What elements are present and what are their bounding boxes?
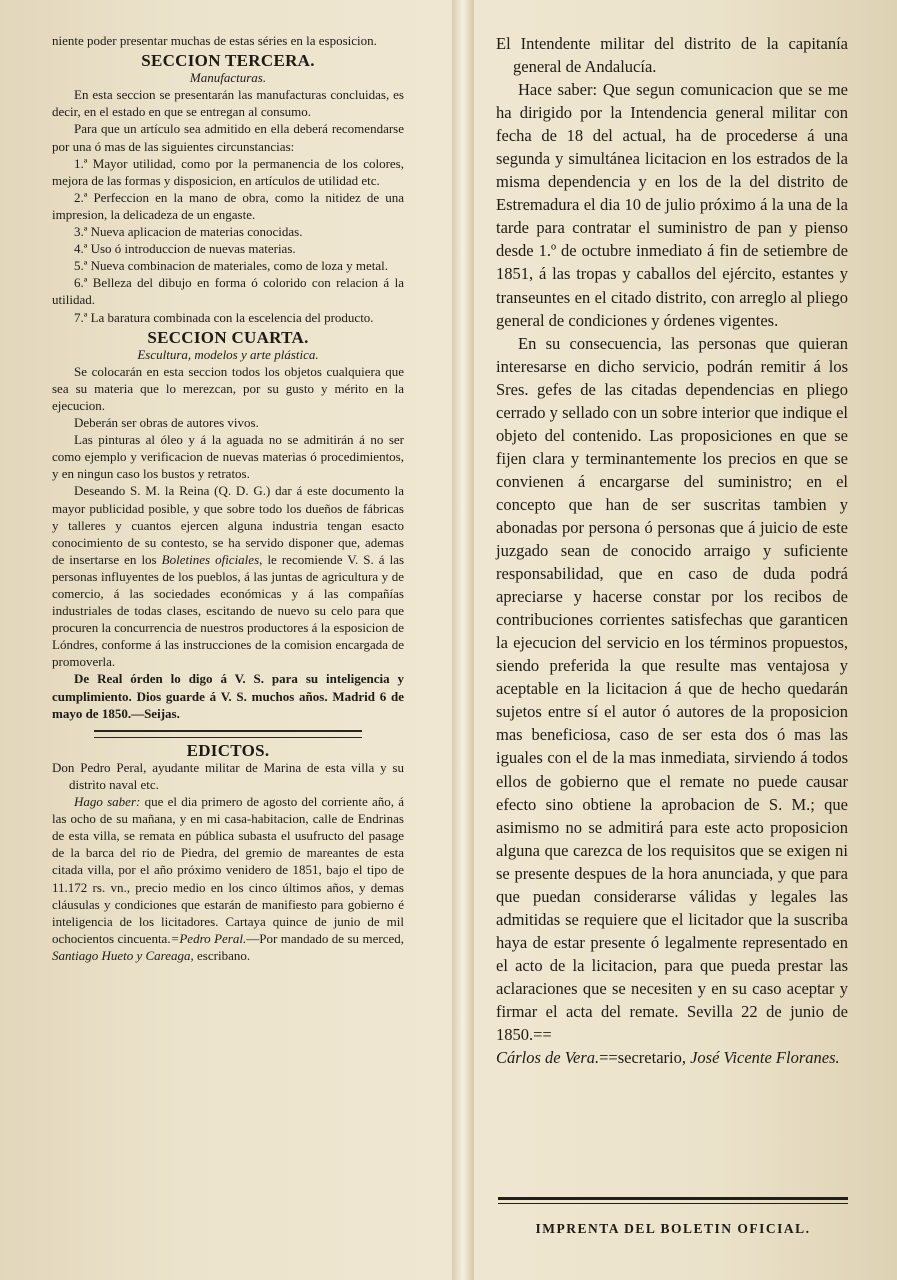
royal-order-text: le recomiende V. S. á las personas influyentes de los pueblos, á las juntas de agricultura y de comercio, á las sociedades económicas y á las compañías industriales de todas clases, escitando de nuevo su celo para que procuren la concurrencia de nuestros productores á la esposicion de Lóndres, conforme á las instrucciones de la comision encargada de promoverla.	[52, 551, 405, 670]
page-gutter	[452, 0, 474, 1280]
signature-role: ==secretario,	[599, 1048, 686, 1068]
royal-order-paragraph	[52, 482, 404, 670]
section-four-title: SECCION CUARTA.	[147, 327, 309, 347]
edicto-text: —Por mandado de su merced,	[246, 930, 404, 946]
section-divider	[94, 730, 362, 738]
boletines-reference: Boletines oficiales,	[161, 551, 263, 567]
list-item: 5.ª Nueva combinacion de materiales, como de loza y metal.	[74, 258, 389, 274]
signature-santiago-hueto: Santiago Hueto y Careaga,	[52, 947, 194, 963]
left-column	[52, 32, 404, 964]
list-item: 6.ª Belleza del dibujo en forma ó colorido con relacion á la utilidad.	[52, 275, 404, 308]
right-column	[496, 32, 848, 1069]
edictos-title: EDICTOS.	[186, 740, 270, 760]
footer-rule	[498, 1203, 848, 1204]
signature-jose-vicente: José Vicente Floranes.	[690, 1048, 840, 1068]
section-four-paragraph: Deberán ser obras de autores vivos.	[74, 415, 259, 431]
list-item: 3.ª Nueva aplicacion de materias conocidas.	[74, 224, 303, 240]
royal-order-text: Deseando S. M. la Reina (Q. D. G.) dar á este documento la mayor publicidad posible, y que sobre todo los dueños de fábricas y talleres y cuantos ejercen alguna industria tengan esacto conocimiento de su contesto, se ha servido disponer que, ademas de insertarse en los	[52, 483, 404, 567]
edicto-heading: Don Pedro Peral, ayudante militar de Marina de esta villa y su distrito naval etc.	[52, 759, 404, 792]
edicto-text: escribano.	[197, 947, 251, 963]
signature-carlos-de-vera: Cárlos de Vera.	[496, 1048, 600, 1068]
signature-pedro-peral: =Pedro Peral.	[170, 930, 247, 946]
section-four-paragraph: Las pinturas al óleo y á la aguada no se admitirán á no ser como ejemplo y verificacion de nuevas materias ó procedimientos, y en ningun caso los bustos y retratos.	[52, 432, 404, 482]
footer-rule	[498, 1197, 848, 1200]
section-three-title: SECCION TERCERA.	[141, 51, 315, 71]
hago-saber: Hago saber:	[74, 794, 141, 810]
edicto-paragraph	[52, 793, 404, 964]
list-item: 1.ª Mayor utilidad, como por la permanencia de los colores, mejora de las formas y disposicion, en artículos de utilidad etc.	[52, 155, 404, 188]
list-item: 4.ª Uso ó introduccion de nuevas materias.	[74, 241, 296, 257]
section-four-subtitle: Escultura, modelos y arte plástica.	[137, 346, 319, 362]
imprenta-footer: IMPRENTA DEL BOLETIN OFICIAL.	[535, 1221, 811, 1236]
signature-line	[496, 1046, 848, 1069]
section-four-paragraph: Se colocarán en esta seccion todos los objetos cualquiera que sea su materia que lo merezcan, por su gusto y mérito en la ejecucion.	[52, 363, 404, 413]
closing-paragraph: De Real órden lo digo á V. S. para su inteligencia y cumplimiento. Dios guarde á V. S. muchos años. Madrid 6 de mayo de 1850.—Seijas.	[52, 671, 404, 721]
intendente-paragraph: Hace saber: Que segun comunicacion que se me ha dirigido por la Intendencia general militar con fecha de 18 del actual, ha de procederse á una segunda y simultánea licitacion en los estrados de la misma dependencia y en los de la del distrito de Estremadura el dia 10 de julio próximo á la una de la tarde para contratar el suministro de pan y pienso desde 1.º de octubre inmediato á fin de setiembre de 1851, á las tropas y caballos del ejército, estantes y transeuntes en el citado distrito, con arreglo al pliego general de condiciones y órdenes vigentes.	[496, 80, 848, 330]
intendente-paragraph: En su consecuencia, las personas que quieran interesarse en dicho servicio, podrán remitir á los Sres. gefes de las citadas dependencias en pliego cerrado y sellado con un sobre interior que indique el objeto del contenido. Las proposiciones en que se fijen clara y terminantemente los precios en que se convienen á encargarse del suministro; en el concepto que han de ser suscritas tambien y abonadas por persona ó personas que á juicio de este juzgado sean de conocido arraigo y suficiente responsabilidad, que en caso de duda podrá apreciarse y hacerse constar por los recibos de contribuciones corrientes satisfechas que garanticen la ejecucion del servicio en los términos propuestos, siendo preferida la que resulte mas ventajosa y aceptable en la licitacion á que de hecho quedarán sujetos entre sí el autor ó autores de la proposicion mas beneficiosa, caso de ser esta dos ó mas las iguales con el de la mas inmediata, sirviendo á todos ellos de gobierno que el remate no puede causar efecto sino obtiene la aprobacion de S. M.; que asimismo no se admitirá para este acto proposicion alguna que carezca de los requisitos que se exigen ni se presente despues de la hora anunciada, y que para que puedan considerarse válidas y legales las admitidas se requiere que el licitador que la suscriba haya de estar presente ó legalmente representado en el acto de la licitacion, para que pueda prestar las aclaraciones que se necesiten y en su caso aceptar y firmar el acta del remate. Sevilla 22 de junio de 1850.==	[496, 333, 848, 1045]
edicto-text: que el dia primero de agosto del corriente año, á las ocho de su mañana, y en mi casa-habitacion, calle de Endrinas de esta villa, se remata en pública subasta el usufructo del pasage de la barca del rio de Piedra, del gremio de mareantes de esta citada villa, por el año próximo venidero de 1851, bajo el tipo de 11.172 rs. vn., precio medio en los cinco últimos años, y demas cláusulas y condiciones que estarán de manifiesto para gobierno é inteligencia de los licitadores. Cartaya quince de junio de mil ochocientos cincuenta.	[52, 794, 405, 946]
intro-paragraph: niente poder presentar muchas de estas séries en la esposicion.	[52, 33, 377, 48]
list-item: 7.ª La baratura combinada con la escelencia del producto.	[74, 309, 374, 325]
section-three-paragraph: Para que un artículo sea admitido en ella deberá recomendarse por una ó mas de las siguientes circunstancias:	[52, 121, 404, 154]
intendente-heading: El Intendente militar del distrito de la capitanía general de Andalucía.	[496, 34, 848, 77]
list-item: 2.ª Perfeccion en la mano de obra, como la nitidez de una impresion, la delicadeza de un engaste.	[52, 189, 404, 222]
section-three-paragraph: En esta seccion se presentarán las manufacturas concluidas, es decir, en el estado en que se entregan al consumo.	[52, 87, 404, 120]
section-three-subtitle: Manufacturas.	[189, 70, 267, 86]
